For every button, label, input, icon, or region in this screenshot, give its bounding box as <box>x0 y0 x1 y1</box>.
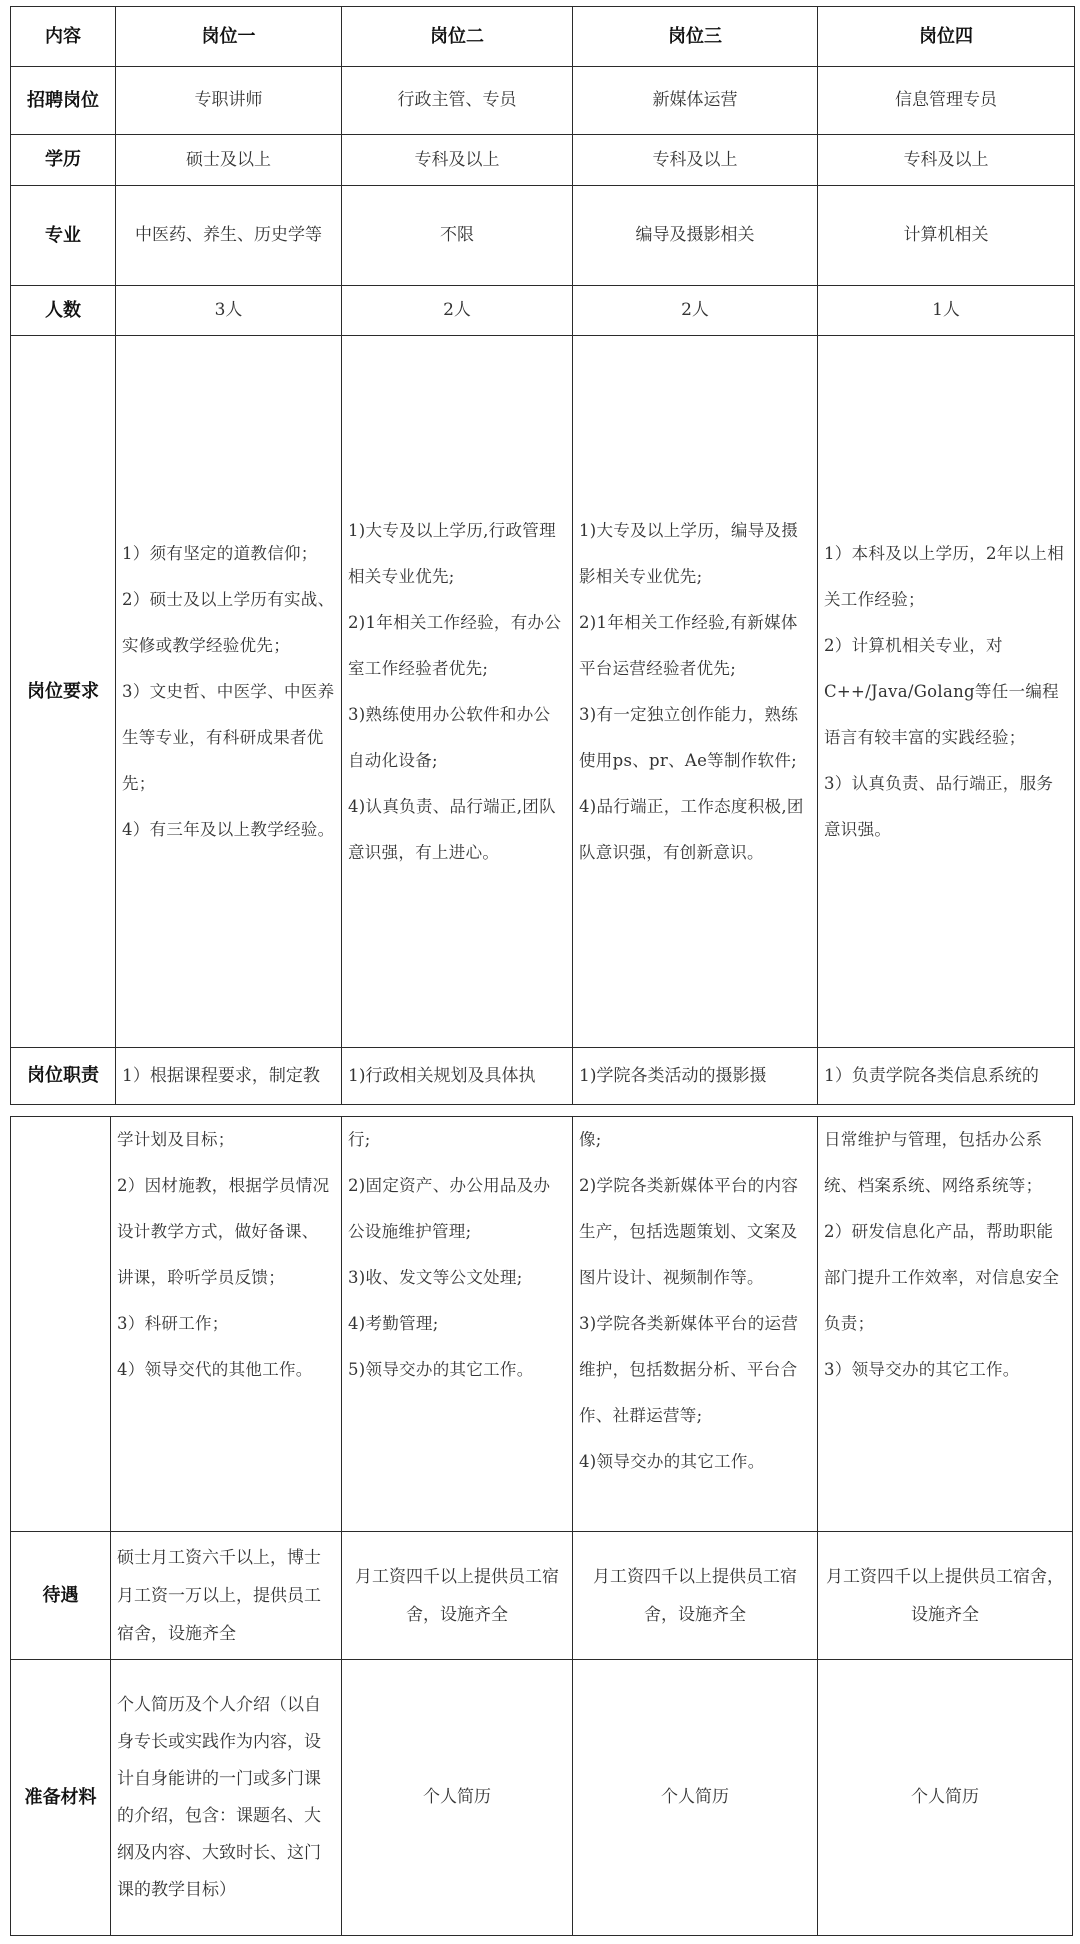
list-item: 3)收、发文等公文处理; <box>348 1268 523 1287</box>
table-cell: 2人 <box>573 286 818 336</box>
table-cell: 3人 <box>116 286 342 336</box>
table-cell: 个人简历 <box>818 1660 1073 1936</box>
row-label-position: 招聘岗位 <box>11 67 116 135</box>
table-row-education <box>11 135 1075 186</box>
table-cell: 个人简历 <box>573 1660 818 1936</box>
row-label-materials: 准备材料 <box>11 1660 111 1936</box>
duties-cell-4 <box>818 1117 1073 1532</box>
table-row-count <box>11 286 1075 336</box>
table-cell: 不限 <box>342 186 573 286</box>
table-cell: 中医药、养生、历史学等 <box>116 186 342 286</box>
list-item: 4)领导交办的其它工作。 <box>579 1452 765 1471</box>
table-cell: 专科及以上 <box>573 135 818 186</box>
list-item: 像; <box>579 1130 602 1149</box>
table-cell: 2人 <box>342 286 573 336</box>
table-header-row <box>11 7 1075 67</box>
header-position-1: 岗位一 <box>116 7 342 67</box>
list-item: 3)有一定独立创作能力，熟练使用ps、pr、Ae等制作软件; <box>579 704 799 770</box>
table-cell: 1人 <box>818 286 1075 336</box>
duties-cell-1 <box>111 1117 342 1532</box>
requirements-cell-4 <box>818 336 1075 1048</box>
list-item: 2)1年相关工作经验，有办公室工作经验者优先; <box>348 612 562 678</box>
list-item: 1)大专及以上学历，编导及摄影相关专业优先; <box>579 520 799 586</box>
table-row-duties-start <box>11 1048 1075 1105</box>
table-cell: 月工资四千以上提供员工宿舍，设施齐全 <box>818 1532 1073 1660</box>
table-cell: 1)行政相关规划及具体执 <box>342 1048 573 1105</box>
table-cell: 个人简历 <box>342 1660 573 1936</box>
list-item: 2)固定资产、办公用品及办公设施维护管理; <box>348 1176 551 1241</box>
list-item: 2）因材施教，根据学员情况设计教学方式，做好备课、讲课，聆听学员反馈； <box>117 1176 330 1287</box>
table-cell: 新媒体运营 <box>573 67 818 135</box>
table-row-duties-continued <box>11 1117 1073 1532</box>
table-cell: 硕士月工资六千以上，博士月工资一万以上，提供员工宿舍，设施齐全 <box>111 1532 342 1660</box>
table-cell: 1)学院各类活动的摄影摄 <box>573 1048 818 1105</box>
table-cell: 1）负责学院各类信息系统的 <box>818 1048 1075 1105</box>
list-item: 3）认真负责、品行端正，服务意识强。 <box>824 773 1054 839</box>
list-item: 2)1年相关工作经验,有新媒体平台运营经验者优先; <box>579 612 798 678</box>
row-label-major: 专业 <box>11 186 116 286</box>
list-item: 3）领导交办的其它工作。 <box>824 1360 1020 1379</box>
table-cell: 月工资四千以上提供员工宿舍，设施齐全 <box>342 1532 573 1660</box>
requirements-cell-3 <box>573 336 818 1048</box>
table-cell: 专科及以上 <box>342 135 573 186</box>
list-item: 5)领导交办的其它工作。 <box>348 1360 534 1379</box>
list-item: 学计划及目标； <box>117 1130 235 1149</box>
duties-cell-3 <box>573 1117 818 1532</box>
list-item: 2）计算机相关专业，对C++/Java/Golang等任一编程语言有较丰富的实践经验； <box>824 635 1059 747</box>
header-content: 内容 <box>11 7 116 67</box>
list-item: 3)学院各类新媒体平台的运营维护，包括数据分析、平台合作、社群运营等; <box>579 1314 799 1425</box>
table-row-position <box>11 67 1075 135</box>
list-item: 行; <box>348 1130 371 1149</box>
list-item: 2）研发信息化产品，帮助职能部门提升工作效率，对信息安全负责； <box>824 1222 1060 1333</box>
list-item: 2)学院各类新媒体平台的内容生产，包括选题策划、文案及图片设计、视频制作等。 <box>579 1176 799 1287</box>
list-item: 4)认真负责、品行端正,团队意识强，有上进心。 <box>348 796 556 862</box>
table-row-benefits <box>11 1532 1073 1660</box>
header-position-2: 岗位二 <box>342 7 573 67</box>
list-item: 4）领导交代的其他工作。 <box>117 1360 313 1379</box>
table-cell: 1）根据课程要求，制定教 <box>116 1048 342 1105</box>
recruitment-table-part1 <box>10 6 1075 1105</box>
header-position-3: 岗位三 <box>573 7 818 67</box>
table-cell: 月工资四千以上提供员工宿舍，设施齐全 <box>573 1532 818 1660</box>
list-item: 4）有三年及以上教学经验。 <box>122 819 335 839</box>
list-item: 4)品行端正，工作态度积极,团队意识强，有创新意识。 <box>579 796 804 862</box>
table-row-major <box>11 186 1075 286</box>
table-cell: 行政主管、专员 <box>342 67 573 135</box>
recruitment-table-part2 <box>10 1116 1073 1936</box>
list-item: 3）文史哲、中医学、中医养生等专业，有科研成果者优先； <box>122 681 335 793</box>
list-item: 1)大专及以上学历,行政管理相关专业优先; <box>348 520 556 586</box>
table-cell: 硕士及以上 <box>116 135 342 186</box>
list-item: 1）须有坚定的道教信仰； <box>122 543 318 563</box>
table-cell: 专职讲师 <box>116 67 342 135</box>
duties-cell-2 <box>342 1117 573 1532</box>
row-label-duties: 岗位职责 <box>11 1048 116 1105</box>
table-cell: 编导及摄影相关 <box>573 186 818 286</box>
list-item: 3）科研工作； <box>117 1314 229 1333</box>
requirements-cell-2 <box>342 336 573 1048</box>
table-row-materials <box>11 1660 1073 1936</box>
list-item: 3)熟练使用办公软件和办公自动化设备; <box>348 704 551 770</box>
row-label-count: 人数 <box>11 286 116 336</box>
row-label-education: 学历 <box>11 135 116 186</box>
row-label-benefits: 待遇 <box>11 1532 111 1660</box>
table-cell: 信息管理专员 <box>818 67 1075 135</box>
table-cell-empty <box>11 1117 111 1532</box>
table-row-requirements <box>11 336 1075 1048</box>
list-item: 日常维护与管理，包括办公系统、档案系统、网络系统等； <box>824 1130 1043 1195</box>
list-item: 1）本科及以上学历，2年以上相关工作经验； <box>824 543 1064 609</box>
list-item: 2）硕士及以上学历有实战、实修或教学经验优先； <box>122 589 335 655</box>
table-cell: 专科及以上 <box>818 135 1075 186</box>
table-cell: 计算机相关 <box>818 186 1075 286</box>
header-position-4: 岗位四 <box>818 7 1075 67</box>
requirements-cell-1 <box>116 336 342 1048</box>
table-cell: 个人简历及个人介绍（以自身专长或实践作为内容，设计自身能讲的一门或多门课的介绍，包含：课题名、大纲及内容、大致时长、这门课的教学目标） <box>111 1660 342 1936</box>
row-label-requirements: 岗位要求 <box>11 336 116 1048</box>
list-item: 4)考勤管理; <box>348 1314 439 1333</box>
